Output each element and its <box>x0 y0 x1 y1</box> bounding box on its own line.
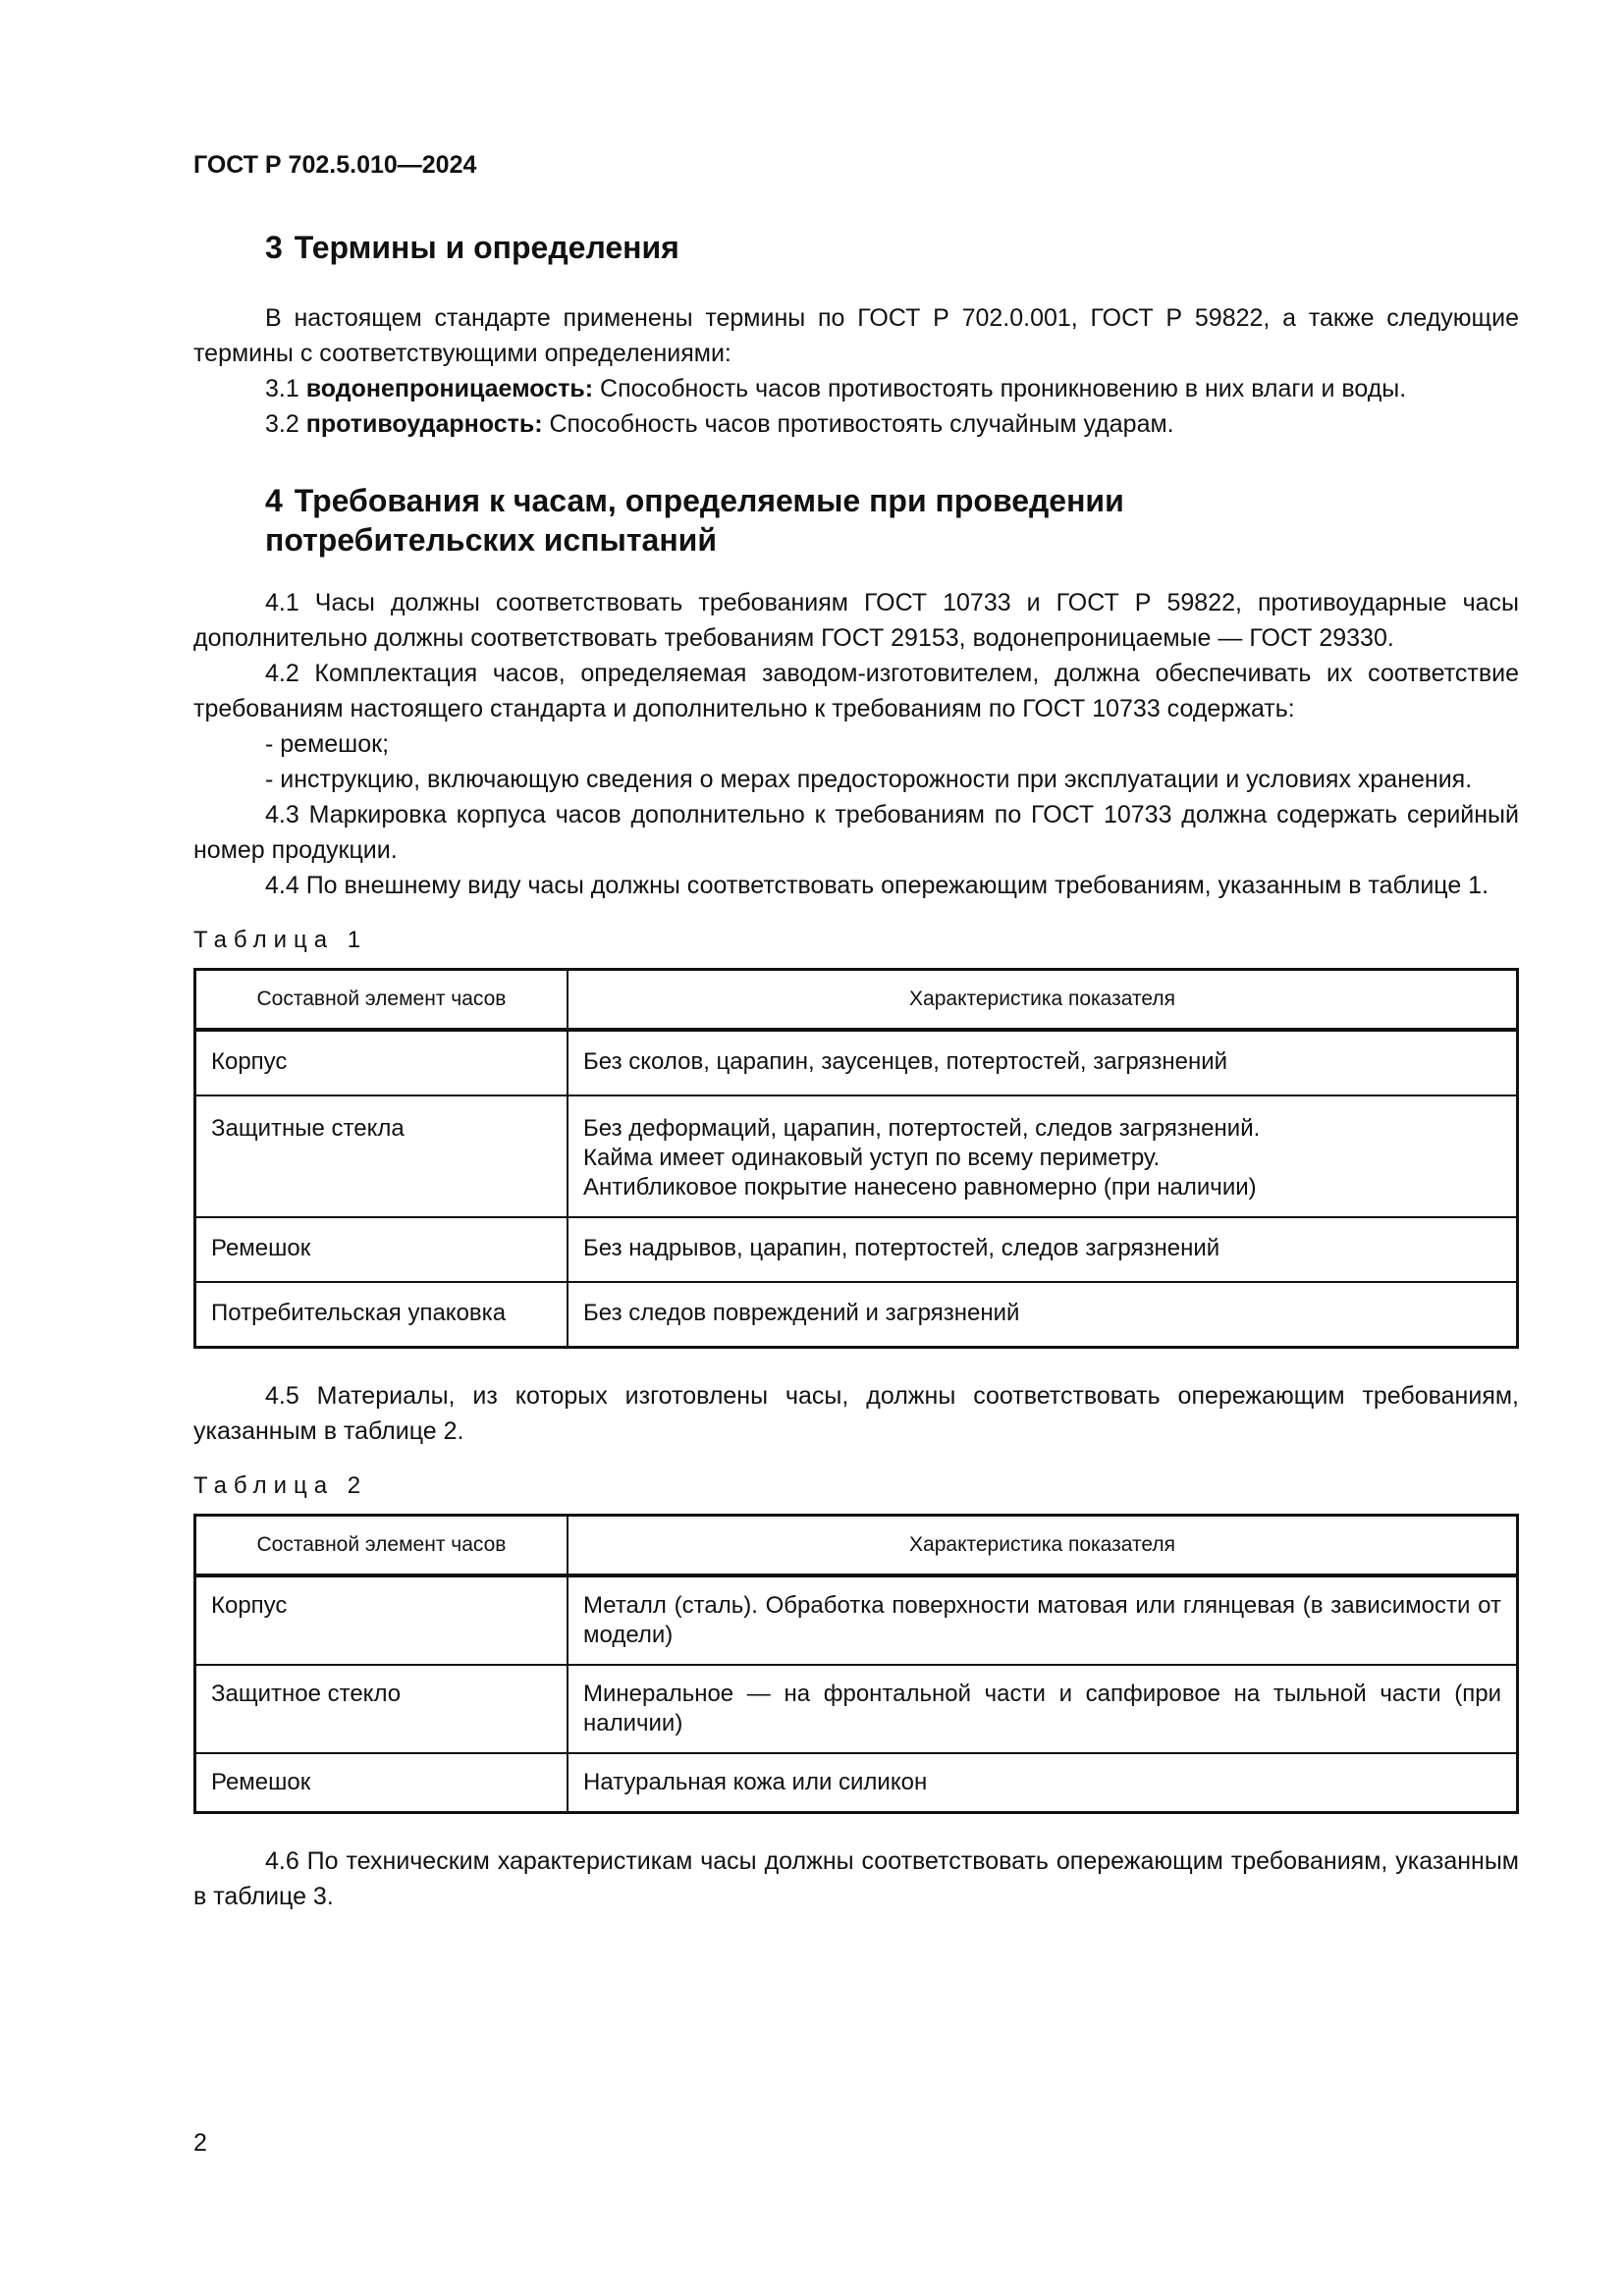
term-3-1-number: 3.1 <box>265 375 299 402</box>
term-3-2 <box>193 406 1519 442</box>
table-cell-characteristic: Минеральное — на фронтальной части и сапфировое на тыльной части (при наличии) <box>568 1665 1518 1753</box>
section-4-title-line1: Требования к часам, определяемые при проведении <box>294 483 1124 518</box>
paragraph-4-1: 4.1 Часы должны соответствовать требованиям ГОСТ 10733 и ГОСТ Р 59822, противоударные часы дополнительно должны соответствовать требованиям ГОСТ 29153, водонепроницаемые — ГОСТ 29330. <box>193 589 1519 652</box>
section-3-intro: В настоящем стандарте применены термины по ГОСТ Р 702.0.001, ГОСТ Р 59822, а также следующие термины с соответствующими определениями: <box>193 304 1519 367</box>
section-3-heading <box>193 228 1519 267</box>
table-cell-characteristic: Без следов повреждений и загрязнений <box>568 1282 1518 1348</box>
characteristic-line: Кайма имеет одинаковый уступ по всему периметру. <box>583 1145 1161 1171</box>
table-cell-characteristic <box>568 1095 1518 1217</box>
term-3-1 <box>193 371 1519 406</box>
term-3-2-number: 3.2 <box>265 410 299 438</box>
page-number: 2 <box>193 2129 207 2157</box>
characteristic-line: Без деформаций, царапин, потертостей, следов загрязнений. <box>583 1115 1261 1142</box>
table-cell-element: Ремешок <box>195 1217 568 1282</box>
term-3-2-term: противоударность: <box>305 410 543 438</box>
table-row <box>195 1030 1518 1095</box>
table-row <box>195 1095 1518 1217</box>
table-row <box>195 1665 1518 1753</box>
table-cell-element: Корпус <box>195 1575 568 1665</box>
table-row <box>195 1575 1518 1665</box>
list-item-instruction: - инструкцию, включающую сведения о мерах предосторожности при эксплуатации и условиях хранения. <box>265 766 1473 793</box>
table-row <box>195 1217 1518 1282</box>
table-header-characteristic: Характеристика показателя <box>568 970 1518 1031</box>
table-cell-element: Потребительская упаковка <box>195 1282 568 1348</box>
paragraph-4-3: 4.3 Маркировка корпуса часов дополнительно к требованиям по ГОСТ 10733 должна содержать серийный номер продукции. <box>193 801 1519 864</box>
table-cell-characteristic: Без надрывов, царапин, потертостей, следов загрязнений <box>568 1217 1518 1282</box>
section-4-title-line2: потребительских испытаний <box>265 522 718 558</box>
section-4-heading <box>193 481 1519 560</box>
table-cell-characteristic: Металл (сталь). Обработка поверхности матовая или глянцевая (в зависимости от модели) <box>568 1575 1518 1665</box>
paragraph-4-5: 4.5 Материалы, из которых изготовлены часы, должны соответствовать опережающим требованиям, указанным в таблице 2. <box>193 1382 1519 1445</box>
document-code: ГОСТ Р 702.5.010—2024 <box>193 151 477 179</box>
table-row <box>195 1282 1518 1348</box>
list-item-strap: - ремешок; <box>265 730 390 758</box>
paragraph-4-4: 4.4 По внешнему виду часы должны соответствовать опережающим требованиям, указанным в таблице 1. <box>265 872 1489 899</box>
section-4-number: 4 <box>265 483 283 518</box>
term-3-2-definition: Способность часов противостоять случайным ударам. <box>549 410 1174 438</box>
table-header-row <box>195 970 1518 1031</box>
section-3-title: Термины и определения <box>294 230 679 265</box>
term-3-1-definition: Способность часов противостоять проникновению в них влаги и воды. <box>600 375 1407 402</box>
table-cell-element: Защитные стекла <box>195 1095 568 1217</box>
paragraph-4-6: 4.6 По техническим характеристикам часы должны соответствовать опережающим требованиям, указанным в таблице 3. <box>193 1847 1519 1910</box>
table-1-caption: Таблица 1 <box>193 927 368 953</box>
table-cell-characteristic: Натуральная кожа или силикон <box>568 1753 1518 1813</box>
table-header-row <box>195 1516 1518 1576</box>
characteristic-line: Антибликовое покрытие нанесено равномерно (при наличии) <box>583 1174 1257 1201</box>
section-3-number: 3 <box>265 230 283 265</box>
table-cell-characteristic: Без сколов, царапин, заусенцев, потертостей, загрязнений <box>568 1030 1518 1095</box>
table-cell-element: Ремешок <box>195 1753 568 1813</box>
table-row <box>195 1753 1518 1813</box>
table-cell-element: Защитное стекло <box>195 1665 568 1753</box>
table-2 <box>193 1514 1519 1814</box>
table-header-element: Составной элемент часов <box>195 970 568 1031</box>
table-cell-element: Корпус <box>195 1030 568 1095</box>
paragraph-4-2: 4.2 Комплектация часов, определяемая заводом-изготовителем, должна обеспечивать их соответствие требованиям настоящего стандарта и дополнительно к требованиям по ГОСТ 10733 содержать: <box>193 660 1519 722</box>
table-2-caption: Таблица 2 <box>193 1472 368 1499</box>
table-header-element: Составной элемент часов <box>195 1516 568 1576</box>
table-1 <box>193 968 1519 1349</box>
table-header-characteristic: Характеристика показателя <box>568 1516 1518 1576</box>
term-3-1-term: водонепроницаемость: <box>305 375 594 402</box>
document-page <box>193 147 1519 1914</box>
